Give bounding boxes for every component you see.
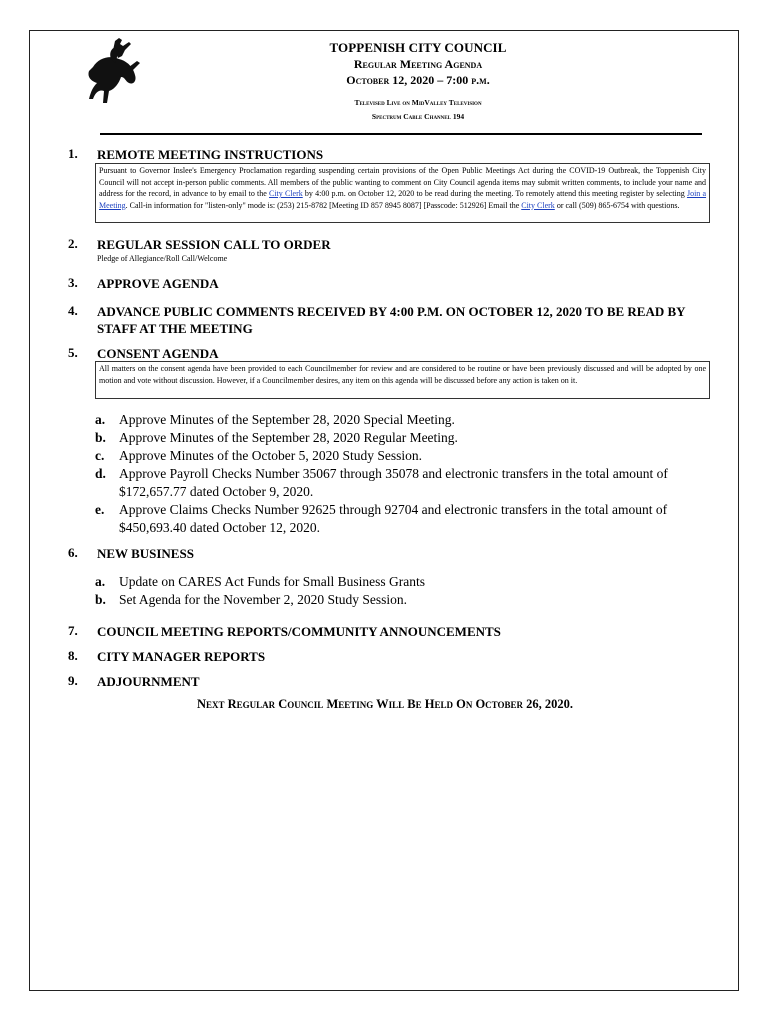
list-text: Update on CARES Act Funds for Small Business Grants <box>119 574 425 589</box>
city-clerk-email-link[interactable]: City Clerk <box>521 200 555 210</box>
consent-agenda-list <box>95 411 715 537</box>
list-text: Approve Minutes of the October 5, 2020 Study Session. <box>119 448 422 463</box>
list-text: Approve Minutes of the September 28, 2020 Special Meeting. <box>119 412 455 427</box>
item-number: 6. <box>68 545 78 560</box>
item-number: 7. <box>68 623 78 638</box>
list-item <box>95 447 715 465</box>
item-title-city-manager-reports: CITY MANAGER REPORTS <box>97 649 266 664</box>
list-text: Approve Minutes of the September 28, 2020 Regular Meeting. <box>119 430 458 445</box>
item-title-new-business: NEW BUSINESS <box>97 546 194 561</box>
item-title-call-to-order: REGULAR SESSION CALL TO ORDER <box>97 237 331 252</box>
list-text: Set Agenda for the November 2, 2020 Study Session. <box>119 592 407 607</box>
item-title-adjournment: ADJOURNMENT <box>97 674 200 689</box>
item-number: 3. <box>68 275 78 290</box>
meeting-type: Regular Meeting Agenda <box>353 57 483 71</box>
remote-text: Pursuant to Governor Inslee's Emergency Proclamation regarding suspending certain provisions of the Open Public Meetings Act during the COVID-19 Outbreak, the Toppenish City Council will not accept in-person public comments. All members of the public wanting to comment on City Council agenda items may submit written comments, to include your name and address for the record, in advance to by email to the <box>99 166 706 198</box>
list-item <box>95 429 715 447</box>
list-text: Approve Payroll Checks Number 35067 through 35078 and electronic transfers in the total amount of $172,657.77 dated October 9, 2020. <box>119 466 668 499</box>
new-business-list <box>95 573 715 609</box>
list-letter: a. <box>95 412 106 427</box>
item-number: 5. <box>68 345 78 360</box>
list-item <box>95 501 715 537</box>
header-divider <box>100 133 702 135</box>
list-item <box>95 573 715 591</box>
agenda-header <box>200 40 636 121</box>
next-meeting-notice: Next Regular Council Meeting Will Be Held On October 26, 2020. <box>196 697 574 711</box>
remote-text: . Call-in information for "listen-only" mode is: (253) 215-8782 [Meeting ID 857 8945 8087] [Passcode: 512926] Email the <box>125 200 522 210</box>
cable-channel: Spectrum Cable Channel 194 <box>371 112 465 121</box>
council-name: TOPPENISH CITY COUNCIL <box>329 40 507 55</box>
bronco-rider-logo <box>85 37 141 105</box>
item-title-consent-agenda: CONSENT AGENDA <box>97 346 219 361</box>
list-letter: b. <box>95 592 106 607</box>
join-meeting-link[interactable]: Join a Meeting <box>99 189 707 210</box>
list-text: Approve Claims Checks Number 92625 through 92704 and electronic transfers in the total amount of $450,693.40 dated October 12, 2020. <box>119 502 668 535</box>
item-number: 1. <box>68 146 78 161</box>
item-number: 2. <box>68 236 78 251</box>
list-letter: a. <box>95 574 106 589</box>
list-letter: d. <box>95 466 106 481</box>
item-title-approve-agenda: APPROVE AGENDA <box>97 276 219 291</box>
item-title-advance-public-comments: ADVANCE PUBLIC COMMENTS RECEIVED BY 4:00 P.M. ON OCTOBER 12, 2020 TO BE READ BY STAFF AT THE MEETING <box>97 304 686 336</box>
item-title-council-reports: COUNCIL MEETING REPORTS/COMMUNITY ANNOUNCEMENTS <box>97 624 501 639</box>
list-letter: e. <box>95 502 105 517</box>
remote-instructions-box <box>95 163 710 223</box>
item-number: 4. <box>68 303 78 318</box>
remote-text: or call (509) 865-6754 with questions. <box>554 200 680 210</box>
televised-notice: Televised Live on MidValley Television <box>354 98 482 107</box>
item-title-remote-meeting: REMOTE MEETING INSTRUCTIONS <box>97 147 324 162</box>
item-number: 9. <box>68 673 78 688</box>
call-to-order-note: Pledge of Allegiance/Roll Call/Welcome <box>97 254 228 263</box>
meeting-date-time: October 12, 2020 – 7:00 p.m. <box>346 73 490 87</box>
list-item <box>95 411 715 429</box>
list-item <box>95 465 715 501</box>
list-letter: b. <box>95 430 106 445</box>
list-letter: c. <box>95 448 105 463</box>
item-number: 8. <box>68 648 78 663</box>
city-clerk-link[interactable]: City Clerk <box>269 189 303 198</box>
list-item <box>95 591 715 609</box>
consent-agenda-note-box: All matters on the consent agenda have been provided to each Councilmember for review and are considered to be routine or have been previously discussed and will be adopted by one motion and vote without discussion. However, if a Councilmember desires, any item on this agenda will be discussed before any action is taken on it. <box>95 361 710 399</box>
remote-text: by 4:00 p.m. on October 12, 2020 to be read during the meeting. To remotely attend this meeting register by selecting <box>302 189 687 198</box>
